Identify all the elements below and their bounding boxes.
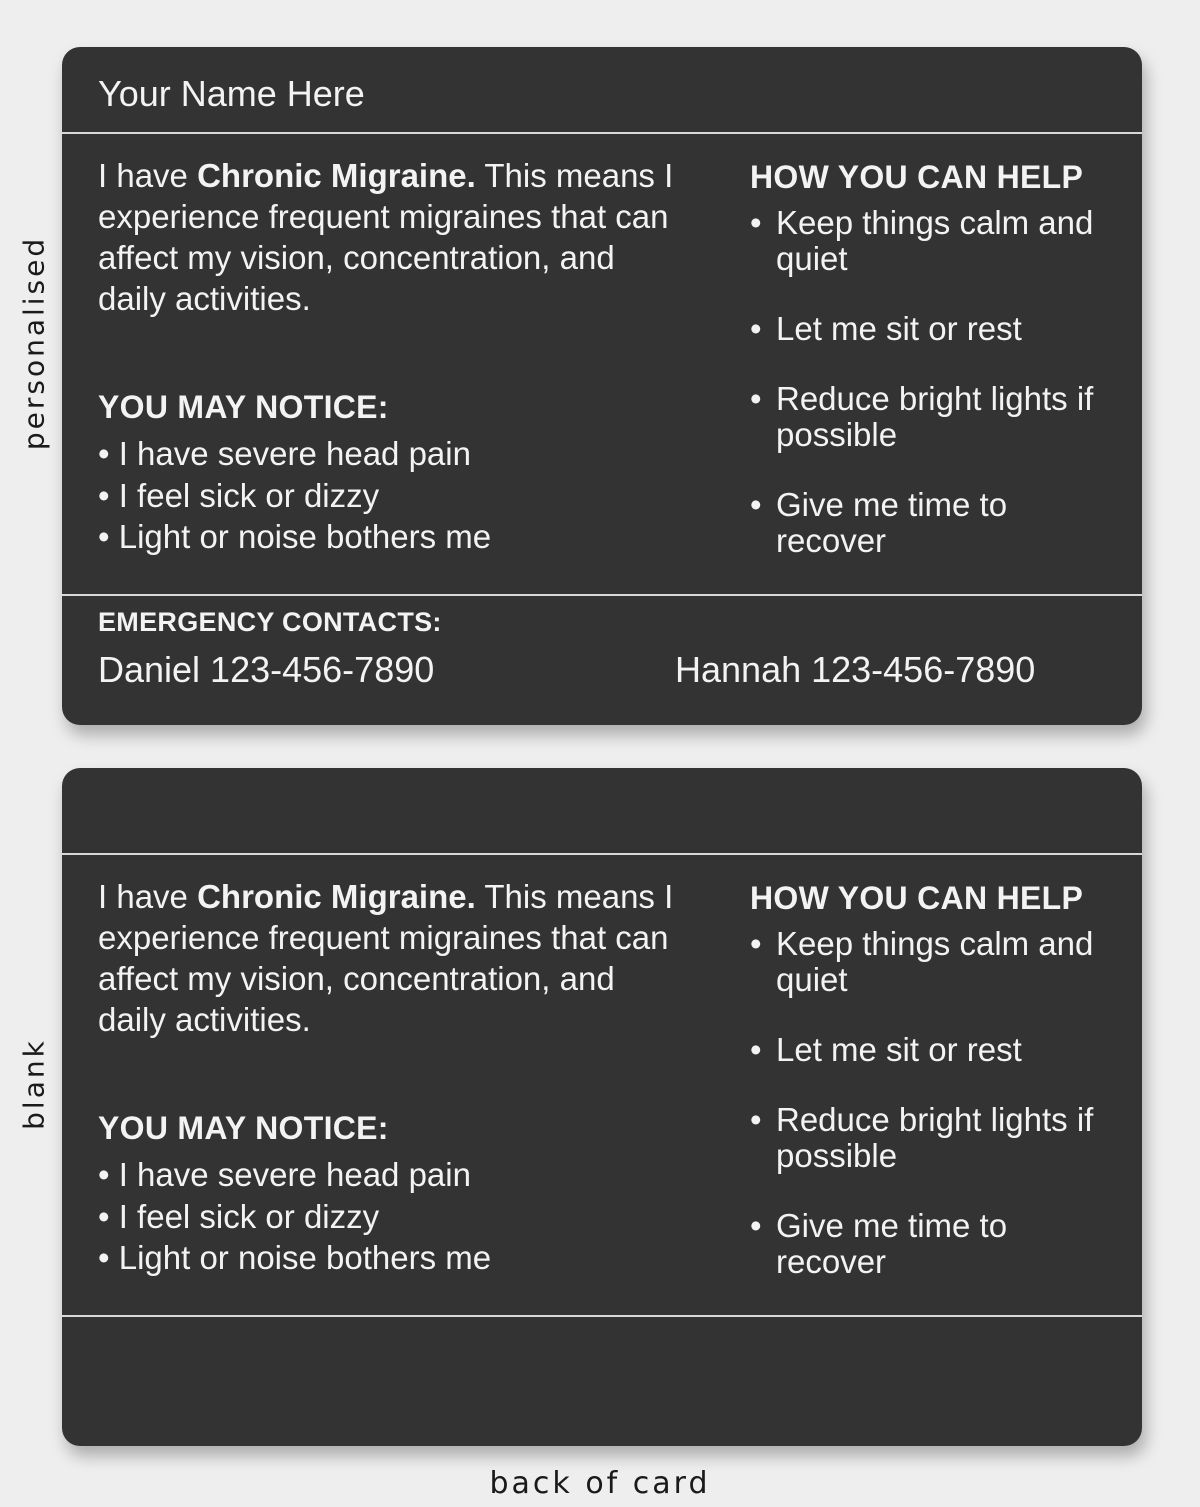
help-item: • Keep things calm and quiet	[750, 205, 1110, 277]
header-divider	[62, 853, 1142, 855]
condition-description	[98, 876, 678, 1040]
help-heading: HOW YOU CAN HELP	[750, 159, 1084, 195]
help-heading: HOW YOU CAN HELP	[750, 880, 1084, 916]
emergency-contact-2: Hannah 123-456-7890	[675, 649, 1036, 690]
description-text: This means I experience frequent migraines that can affect my vision, concentration, and daily activities.	[98, 878, 674, 1038]
help-list	[750, 205, 1110, 593]
personalised-card	[62, 47, 1142, 725]
intro-prefix: I have	[98, 157, 198, 194]
notice-list	[98, 433, 491, 558]
help-item: • Let me sit or rest	[750, 311, 1110, 347]
emergency-heading: EMERGENCY CONTACTS:	[98, 607, 442, 637]
blank-label: blank	[17, 1038, 51, 1130]
notice-item: • Light or noise bothers me	[98, 518, 492, 555]
condition-name: Chronic Migraine.	[197, 878, 476, 915]
emergency-contact-1: Daniel 123-456-7890	[98, 649, 435, 690]
blank-card	[62, 768, 1142, 1446]
notice-list	[98, 1154, 491, 1279]
help-item: • Give me time to recover	[750, 487, 1110, 559]
footer-divider	[62, 1315, 1142, 1317]
notice-heading: YOU MAY NOTICE:	[98, 389, 389, 425]
header-divider	[62, 132, 1142, 134]
notice-item: • I feel sick or dizzy	[98, 1197, 380, 1235]
help-item: • Reduce bright lights if possible	[750, 381, 1110, 453]
description-text: This means I experience frequent migraines that can affect my vision, concentration, and daily activities.	[98, 157, 674, 317]
card-holder-name: Your Name Here	[98, 73, 365, 114]
footer-divider	[62, 594, 1142, 596]
help-item: • Let me sit or rest	[750, 1032, 1110, 1068]
notice-item: • I have severe head pain	[98, 435, 471, 472]
intro-prefix: I have	[98, 878, 198, 915]
personalised-label: personalised	[17, 235, 51, 451]
condition-description	[98, 155, 678, 319]
help-item: • Reduce bright lights if possible	[750, 1102, 1110, 1174]
help-item: • Give me time to recover	[750, 1208, 1110, 1280]
help-item: • Keep things calm and quiet	[750, 926, 1110, 998]
notice-item: • I have severe head pain	[98, 1156, 471, 1193]
notice-item: • Light or noise bothers me	[98, 1239, 492, 1276]
notice-heading: YOU MAY NOTICE:	[98, 1110, 389, 1146]
condition-name: Chronic Migraine.	[197, 157, 476, 194]
help-list	[750, 926, 1110, 1314]
back-of-card-label: back of card	[489, 1466, 711, 1501]
notice-item: • I feel sick or dizzy	[98, 476, 380, 514]
